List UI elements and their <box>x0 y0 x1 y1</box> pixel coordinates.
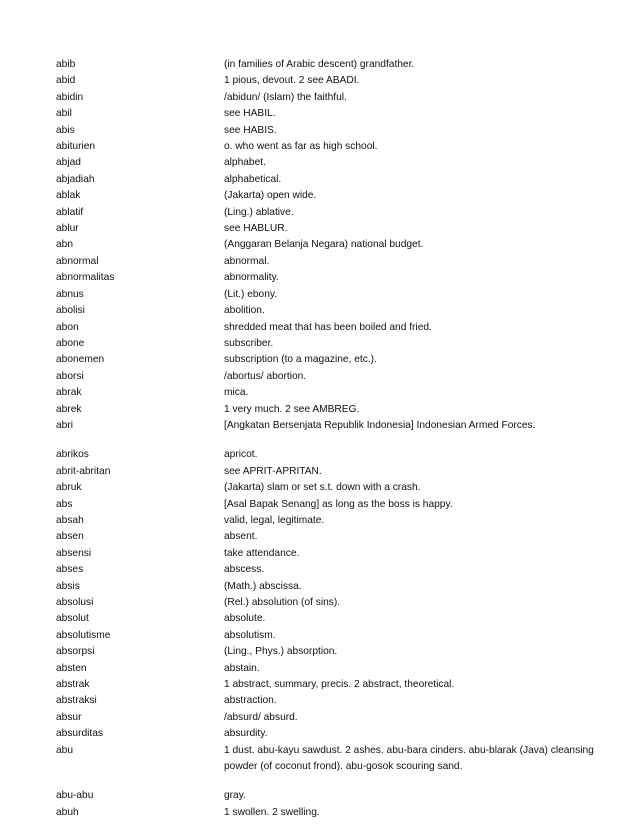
dictionary-entries <box>56 57 616 821</box>
entry-term: abone <box>56 337 85 349</box>
entry-definition: abnormal. <box>224 255 270 267</box>
entry-row <box>56 106 616 122</box>
entry-definition: alphabetical. <box>224 173 282 185</box>
entry-definition: absurdity. <box>224 728 268 740</box>
entry-term: absensi <box>56 547 92 559</box>
entry-row <box>56 464 616 480</box>
entry-row <box>56 805 616 821</box>
entry-definition: (Math.) abscissa. <box>224 580 302 592</box>
entry-row <box>56 320 616 336</box>
entry-term: ablur <box>56 223 79 235</box>
entry-definition: 1 pious, devout. 2 see ABADI. <box>224 75 360 87</box>
entry-definition: (Ling.) ablative. <box>224 206 294 218</box>
entry-definition: abstain. <box>224 662 260 674</box>
entry-term: absis <box>56 580 80 592</box>
entry-definition: (Jakarta) slam or set s.t. down with a crash. <box>224 482 421 494</box>
entry-term: abu <box>56 744 73 756</box>
entry-term: abnormalitas <box>56 272 115 284</box>
entry-term: abri <box>56 419 73 431</box>
entry-term: ablatif <box>56 206 84 218</box>
entry-term: absurditas <box>56 728 104 740</box>
entry-row <box>56 788 616 804</box>
entry-definition: shredded meat that has been boiled and fried. <box>224 321 432 333</box>
entry-row <box>56 369 616 385</box>
entry-term: abruk <box>56 482 82 494</box>
entry-term: abses <box>56 564 84 576</box>
entry-definition: /abidun/ (Islam) the faithful. <box>224 91 347 103</box>
entry-term: absolusi <box>56 597 94 608</box>
entry-term: abrak <box>56 387 82 399</box>
entry-definition: /absurd/ absurd. <box>224 711 298 723</box>
entry-term: abib <box>56 59 76 70</box>
entry-row <box>56 172 616 188</box>
entry-row <box>56 595 616 611</box>
entry-row <box>56 139 616 155</box>
entry-term: abidin <box>56 91 84 103</box>
entry-definition: (Jakarta) open wide. <box>224 190 317 202</box>
entry-term: abonemen <box>56 354 105 366</box>
entry-row <box>56 205 616 221</box>
entry-term: abid <box>56 75 76 87</box>
entry-row <box>56 628 616 644</box>
entry-row <box>56 123 616 139</box>
entry-row <box>56 221 616 237</box>
entry-term: aborsi <box>56 370 84 382</box>
entry-row <box>56 480 616 496</box>
entry-term: abuh <box>56 806 79 818</box>
entry-term: abolisi <box>56 305 85 317</box>
entry-term: abstrak <box>56 679 90 691</box>
entry-definition: absolute. <box>224 613 266 625</box>
entry-row <box>56 270 616 286</box>
entry-definition: gray. <box>224 790 246 802</box>
entry-row <box>56 418 616 434</box>
entry-definition: apricot. <box>224 449 258 461</box>
entry-row <box>56 661 616 677</box>
entry-term: abn <box>56 239 73 251</box>
entry-term: abjadiah <box>56 173 95 185</box>
entry-definition: alphabet. <box>224 157 266 169</box>
entry-row <box>56 303 616 319</box>
entry-definition: subscriber. <box>224 337 274 349</box>
entry-row <box>56 90 616 106</box>
entry-term: absen <box>56 531 84 543</box>
section-gap <box>56 775 616 788</box>
entry-term: ablak <box>56 190 81 202</box>
entry-definition: absent. <box>224 531 258 543</box>
entry-row <box>56 693 616 709</box>
entry-row <box>56 336 616 352</box>
entry-definition: abolition. <box>224 305 265 317</box>
entry-definition: abscess. <box>224 564 265 576</box>
entry-term: abrit-abritan <box>56 465 111 477</box>
entry-definition: /abortus/ abortion. <box>224 370 307 382</box>
entry-term: abis <box>56 124 75 136</box>
entry-term: absah <box>56 514 84 526</box>
entry-row <box>56 352 616 368</box>
entry-definition: (in families of Arabic descent) grandfather. <box>224 59 415 70</box>
entry-definition: valid, legal, legitimate. <box>224 514 325 526</box>
entry-term: absten <box>56 662 87 674</box>
entry-row <box>56 188 616 204</box>
entry-row <box>56 402 616 418</box>
entry-term: abjad <box>56 157 81 169</box>
entry-row <box>56 57 616 73</box>
entry-definition: (Anggaran Belanja Negara) national budget. <box>224 239 424 251</box>
entry-row <box>56 529 616 545</box>
entry-row <box>56 73 616 89</box>
entry-term: absorpsi <box>56 646 95 658</box>
entry-definition: o. who went as far as high school. <box>224 141 378 153</box>
entry-term: absolutisme <box>56 629 111 641</box>
entry-term: abnormal <box>56 255 99 267</box>
entry-definition: take attendance. <box>224 547 300 559</box>
entry-row <box>56 385 616 401</box>
entry-term: abiturien <box>56 141 96 153</box>
entry-row <box>56 513 616 529</box>
entry-term: abil <box>56 108 72 120</box>
entry-definition: (Rel.) absolution (of sins). <box>224 597 341 608</box>
entry-row <box>56 546 616 562</box>
entry-term: abon <box>56 321 79 333</box>
entry-definition: (Ling., Phys.) absorption. <box>224 646 338 658</box>
entry-definition: 1 dust. abu-kayu sawdust. 2 ashes. abu-bara cinders. abu-blarak (Java) cleansing powder (of coconut frond). abu-gosok scouring sand. <box>224 744 594 773</box>
entry-row <box>56 447 616 463</box>
entry-term: absolut <box>56 613 89 625</box>
entry-row <box>56 611 616 627</box>
entry-row <box>56 644 616 660</box>
entry-definition: 1 swollen. 2 swelling. <box>224 806 320 818</box>
entry-term: abu-abu <box>56 790 94 802</box>
section-gap <box>56 434 616 447</box>
entry-definition: see HABIL. <box>224 108 276 120</box>
entry-row <box>56 497 616 513</box>
entry-term: abs <box>56 498 73 510</box>
entry-term: abrek <box>56 403 82 415</box>
entry-definition: see APRIT-APRITAN. <box>224 465 322 477</box>
entry-definition: 1 very much. 2 see AMBREG. <box>224 403 360 415</box>
entry-definition: 1 abstract, summary, precis. 2 abstract, theoretical. <box>224 679 455 691</box>
entry-definition: [Asal Bapak Senang] as long as the boss is happy. <box>224 498 453 510</box>
entry-definition: absolutism. <box>224 629 276 641</box>
entry-term: abrikos <box>56 449 89 461</box>
entry-row <box>56 743 616 776</box>
entry-definition: abstraction. <box>224 695 277 707</box>
entry-row <box>56 237 616 253</box>
entry-definition: [Angkatan Bersenjata Republik Indonesia] Indonesian Armed Forces. <box>224 419 536 431</box>
entry-definition: see HABIS. <box>224 124 277 136</box>
entry-term: abnus <box>56 288 84 300</box>
entry-definition: mica. <box>224 387 249 399</box>
entry-term: absur <box>56 711 82 723</box>
entry-row <box>56 726 616 742</box>
entry-row <box>56 579 616 595</box>
entry-definition: see HABLUR. <box>224 223 288 235</box>
entry-row <box>56 710 616 726</box>
entry-definition: (Lit.) ebony. <box>224 288 278 300</box>
entry-row <box>56 254 616 270</box>
entry-term: abstraksi <box>56 695 97 707</box>
entry-row <box>56 287 616 303</box>
entry-definition: subscription (to a magazine, etc.). <box>224 354 377 366</box>
entry-row <box>56 155 616 171</box>
entry-row <box>56 562 616 578</box>
entry-definition: abnormality. <box>224 272 279 284</box>
entry-row <box>56 677 616 693</box>
